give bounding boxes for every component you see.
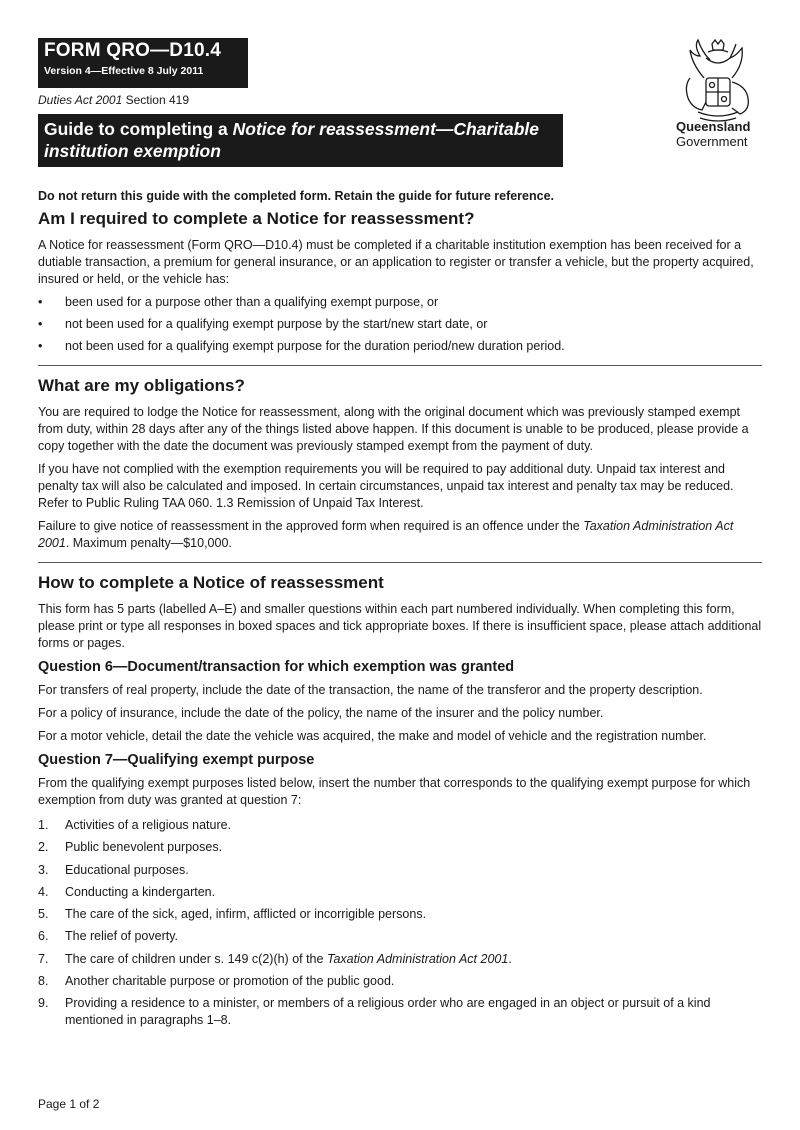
q6-insurance: For a policy of insurance, include the date of the policy, the name of the insurer and the policy number. <box>38 706 604 720</box>
list-item: • been used for a purpose other than a qualifying exempt purpose, or <box>38 294 762 311</box>
penalty-suffix: . Maximum penalty—$10,000. <box>65 536 232 550</box>
list-item: • not been used for a qualifying exempt purpose by the start/new start date, or <box>38 316 762 333</box>
item-text: Conducting a kindergarten. <box>65 884 216 899</box>
penalty-prefix: Failure to give notice of reassessment in the approved form when required is an offence under the <box>38 519 584 533</box>
q7-intro: From the qualifying exempt purposes listed below, insert the number that corresponds to the qualifying exempt purpose for which exemption from duty was granted at question 7: <box>38 776 751 807</box>
list-item <box>38 973 762 990</box>
item-number: 7. <box>38 951 49 966</box>
item-number: 2. <box>38 840 49 855</box>
act-name: Taxation Administration Act 2001 <box>326 951 509 966</box>
obligations-paragraph-1: You are required to lodge the Notice for reassessment, along with the original document which was previously stamped exempt from duty, within 28 days after any of the things listed above happen. If this document is unable to be produced, please provide a copy together with the date the document was previously stamped exempt from the payment of duty. <box>38 405 749 453</box>
list-item <box>38 884 762 901</box>
logo-government: Government <box>676 134 748 149</box>
item-text: Providing a residence to a minister, or members of a religious order who are engaged in an object or pursuit of a kind mentioned in paragraphs 1–8. <box>65 996 711 1028</box>
section-heading-required: Am I required to complete a Notice for reassessment? <box>38 209 475 228</box>
list-item <box>38 995 762 1029</box>
item-text: The care of the sick, aged, infirm, afflicted or incorrigible persons. <box>65 907 427 922</box>
item-number: 6. <box>38 929 49 944</box>
retain-notice: Do not return this guide with the completed form. Retain the guide for future reference. <box>38 189 555 203</box>
form-id-box <box>38 38 248 88</box>
divider <box>38 365 762 366</box>
act-name: Taxation Administration Act 2001 <box>38 519 734 550</box>
item-text: Public benevolent purposes. <box>65 840 223 855</box>
guide-title-prefix: Guide to completing a <box>44 119 233 139</box>
qualifying-purposes-list <box>38 817 762 1029</box>
item-text: The care of children under s. 149 c(2)(h) of the <box>65 951 327 966</box>
item-number: 5. <box>38 907 49 922</box>
form-title: FORM QRO—D10.4 <box>44 40 221 61</box>
required-conditions-list <box>38 294 762 355</box>
q6-real-property: For transfers of real property, include the date of the transaction, the name of the transferor and the property description. <box>38 683 703 697</box>
form-version: Version 4—Effective 8 July 2011 <box>44 65 204 77</box>
item-text: The relief of poverty. <box>65 929 179 944</box>
q6-motor-vehicle: For a motor vehicle, detail the date the vehicle was acquired, the make and model of vehicle and the registration number. <box>38 729 707 743</box>
item-text: Another charitable purpose or promotion of the public good. <box>65 974 395 989</box>
guide-content <box>38 188 762 1035</box>
list-item <box>38 906 762 923</box>
item-number: 4. <box>38 884 49 899</box>
list-item <box>38 928 762 945</box>
list-item <box>38 817 762 834</box>
list-item <box>38 951 762 968</box>
act-section: Section 419 <box>125 93 190 107</box>
question-6-heading: Question 6—Document/transaction for which exemption was granted <box>38 659 515 675</box>
act-reference <box>38 93 189 107</box>
act-name: Duties Act 2001 <box>38 93 123 107</box>
obligations-paragraph-3 <box>38 518 762 552</box>
logo-queensland: Queensland <box>676 119 751 134</box>
guide-title-italic: Notice for reassessment—Charitable institution exemption <box>44 119 539 161</box>
question-7-heading: Question 7—Qualifying exempt purpose <box>38 752 315 768</box>
item-suffix: . <box>508 951 512 966</box>
section-heading-obligations: What are my obligations? <box>38 376 245 395</box>
item-number: 8. <box>38 974 49 989</box>
item-text: Activities of a religious nature. <box>65 818 232 832</box>
section-required-intro: A Notice for reassessment (Form QRO—D10.4) must be completed if a charitable institution exemption has been received for a dutiable transaction, a premium for general insurance, or an application to register or transfer a vehicle, but the property acquired, insured or held, or the vehicle has: <box>38 238 754 286</box>
page-number: Page 1 of 2 <box>38 1097 100 1111</box>
item-text: Educational purposes. <box>65 862 189 877</box>
government-logo-text <box>676 119 750 149</box>
item-number: 9. <box>38 996 49 1011</box>
item-number: 3. <box>38 862 49 877</box>
item-number: 1. <box>38 818 49 832</box>
guide-title <box>38 114 563 167</box>
list-item <box>38 839 762 856</box>
list-item <box>38 862 762 879</box>
list-item: • not been used for a qualifying exempt purpose for the duration period/new duration period. <box>38 338 762 355</box>
divider <box>38 562 762 563</box>
obligations-paragraph-2: If you have not complied with the exemption requirements you will be required to pay additional duty. Unpaid tax interest and penalty tax will also be calculated and imposed. In certain circumstances, unpaid tax interest and penalty tax may be reduced. Refer to Public Ruling TAA 060. 1.3 Remission of Unpaid Tax Interest. <box>38 462 734 510</box>
how-to-intro: This form has 5 parts (labelled A–E) and smaller questions within each part numbered individually. When completing this form, please print or type all responses in boxed spaces and tick appropriate boxes. If there is insufficient space, please attach additional forms or pages. <box>38 602 762 650</box>
section-heading-how-to-complete: How to complete a Notice of reassessment <box>38 573 384 592</box>
